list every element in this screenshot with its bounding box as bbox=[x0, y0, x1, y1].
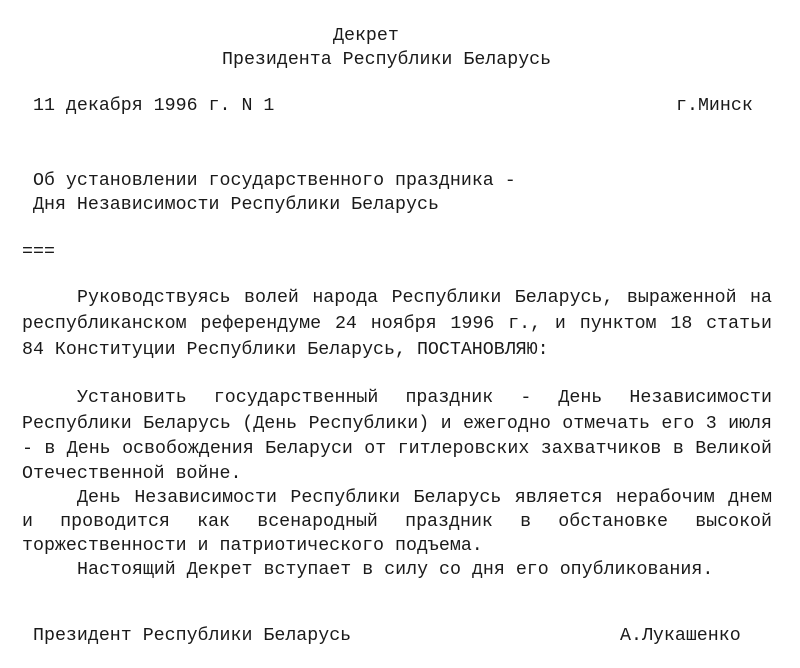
body-line: и проводится как всенародный праздник в обстановке высокой bbox=[22, 512, 772, 532]
body-line: 84 Конституции Республики Беларусь, ПОСТАНОВЛЯЮ: bbox=[22, 340, 549, 360]
body-line: День Независимости Республики Беларусь является нерабочим днем bbox=[77, 488, 772, 508]
decree-place: г.Минск bbox=[676, 96, 753, 116]
separator: === bbox=[22, 242, 55, 262]
body-line: Установить государственный праздник - День Независимости bbox=[77, 388, 772, 408]
decree-date-number: 11 декабря 1996 г. N 1 bbox=[33, 96, 275, 116]
subject-line-1: Об установлении государственного праздника - bbox=[33, 171, 516, 191]
body-line: Руководствуясь волей народа Республики Беларусь, выраженной на bbox=[77, 288, 772, 308]
body-line: Отечественной войне. bbox=[22, 464, 242, 484]
decree-title: Декрет bbox=[333, 26, 399, 46]
body-line: торжественности и патриотического подъема. bbox=[22, 536, 483, 556]
body-line: Настоящий Декрет вступает в силу со дня его опубликования. bbox=[77, 560, 714, 580]
body-line: - в День освобождения Беларуси от гитлеровских захватчиков в Великой bbox=[22, 439, 772, 459]
subject-line-2: Дня Независимости Республики Беларусь bbox=[33, 195, 439, 215]
decree-issuer: Президента Республики Беларусь bbox=[222, 50, 552, 70]
signature-position: Президент Республики Беларусь bbox=[33, 626, 352, 646]
body-line: Республики Беларусь (День Республики) и ежегодно отмечать его 3 июля bbox=[22, 414, 772, 434]
signature-name: А.Лукашенко bbox=[620, 626, 741, 646]
body-line: республиканском референдуме 24 ноября 1996 г., и пунктом 18 статьи bbox=[22, 314, 772, 334]
